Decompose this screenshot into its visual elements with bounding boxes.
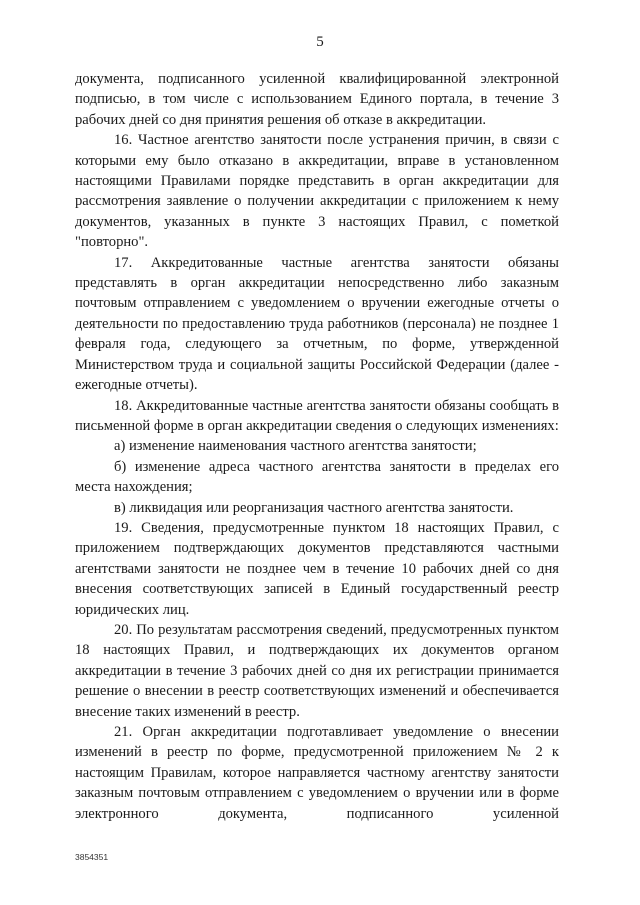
page-number: 5	[316, 34, 324, 50]
paragraph-16: 16. Частное агентство занятости после устранения причин, в связи с которыми ему было отказано в аккредитации, вправе в установленном настоящими Правилами порядке представить в орган аккредитации для рассмотрения заявление о получении аккредитации с приложением к нему документов, указанных в пункте 3 настоящих Правил, с пометкой "повторно".	[75, 132, 559, 251]
paragraph-20: 20. По результатам рассмотрения сведений, предусмотренных пунктом 18 настоящих Правил, и подтверждающих их документов органом аккредитации в течение 3 рабочих дней со дня их регистрации принимается решение о внесении в реестр соответствующих изменений и обеспечивается внесение таких изменений в реестр.	[75, 621, 559, 720]
paragraph-18-item-a: а) изменение наименования частного агентства занятости;	[114, 438, 477, 455]
paragraph-17: 17. Аккредитованные частные агентства занятости обязаны представлять в орган аккредитации непосредственно либо заказным почтовым отправлением с уведомлением о вручении ежегодные отчеты о деятельности по предоставлению труда работников (персонала) не позднее 1 февраля года, следующего за отчетным, по форме, утвержденной Министерством труда и социальной защиты Российской Федерации (далее - ежегодные отчеты).	[75, 254, 559, 394]
paragraph-18-item-b: б) изменение адреса частного агентства занятости в пределах его места нахождения;	[75, 458, 559, 496]
paragraph-21: 21. Орган аккредитации подготавливает уведомление о внесении изменений в реестр по форме, предусмотренной приложением № 2 к настоящим Правилам, которое направляется частному агентству занятости заказным почтовым отправлением с уведомлением о вручении или в форме электронного документа, подписанного усиленной	[75, 724, 559, 822]
paragraph-18-item-c: в) ликвидация или реорганизация частного агентства занятости.	[114, 499, 514, 516]
document-body	[75, 69, 559, 824]
paragraph-18: 18. Аккредитованные частные агентства занятости обязаны сообщать в письменной форме в орган аккредитации сведения о следующих изменениях:	[75, 397, 559, 434]
document-code: 3854351	[75, 852, 109, 862]
paragraph-continuation: документа, подписанного усиленной квалифицированной электронной подписью, в том числе с использованием Единого портала, в течение 3 рабочих дней со дня принятия решения об отказе в аккредитации.	[75, 71, 559, 128]
paragraph-19: 19. Сведения, предусмотренные пунктом 18 настоящих Правил, с приложением подтверждающих документов представляются частными агентствами занятости не позднее чем в течение 10 рабочих дней со дня внесения соответствующих записей в Единый государственный реестр юридических лиц.	[75, 519, 559, 618]
